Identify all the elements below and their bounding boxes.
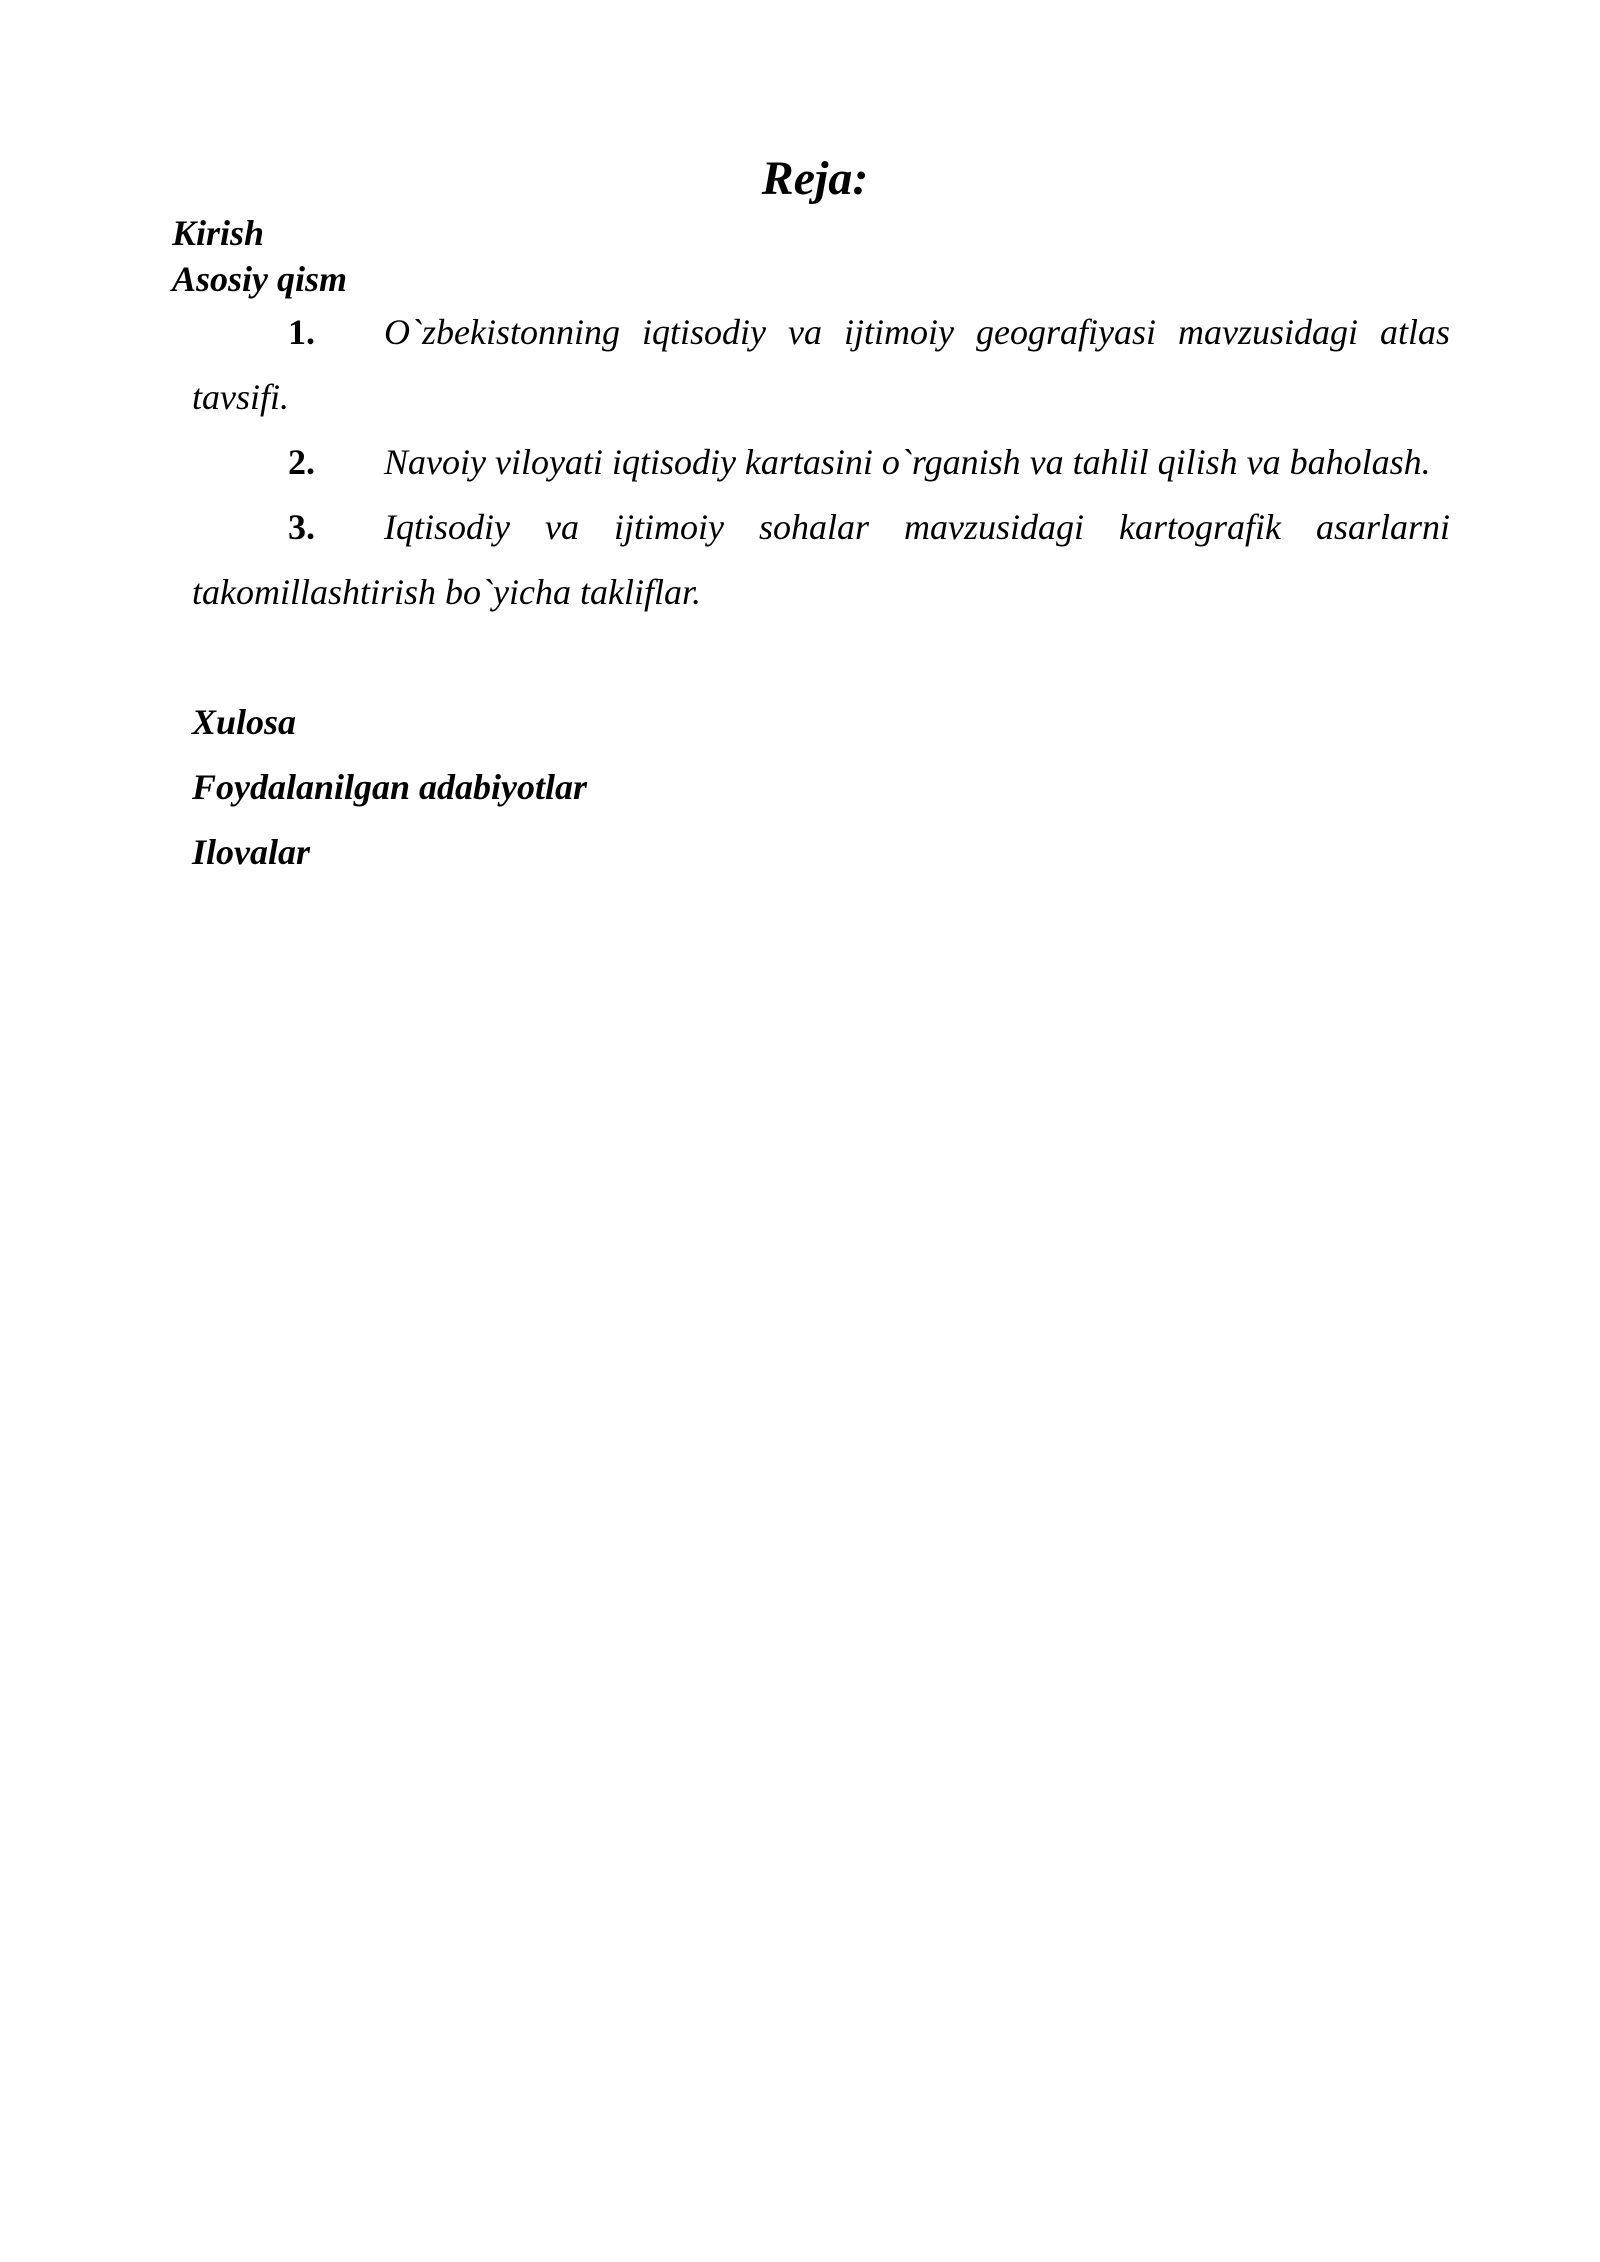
plan-item-number: 2. bbox=[288, 442, 315, 482]
page-title: Reja: bbox=[761, 152, 869, 205]
section-intro: Kirish bbox=[172, 213, 265, 253]
section-appendices: Ilovalar bbox=[192, 832, 311, 872]
plan-item bbox=[192, 300, 1450, 430]
plan-item-text: O`zbekistonning iqtisodiy va ijtimoiy geografiyasi mavzusidagi atlas tavsifi. bbox=[192, 312, 1450, 417]
plan-item-number: 3. bbox=[288, 507, 315, 547]
plan-item-text: Navoiy viloyati iqtisodiy kartasini o`rganish va tahlil qilish va baholash. bbox=[384, 442, 1431, 482]
plan-item-text: Iqtisodiy va ijtimoiy sohalar mavzusidagi kartografik asarlarni takomillashtirish bo`yicha takliflar. bbox=[192, 507, 1450, 612]
plan-item-number: 1. bbox=[288, 312, 315, 352]
plan-list bbox=[192, 300, 1450, 625]
section-references: Foydalanilgan adabiyotlar bbox=[192, 767, 588, 807]
plan-item bbox=[192, 430, 1450, 495]
section-main: Asosiy qism bbox=[172, 259, 348, 299]
section-conclusion: Xulosa bbox=[192, 702, 297, 742]
plan-item bbox=[192, 495, 1450, 625]
